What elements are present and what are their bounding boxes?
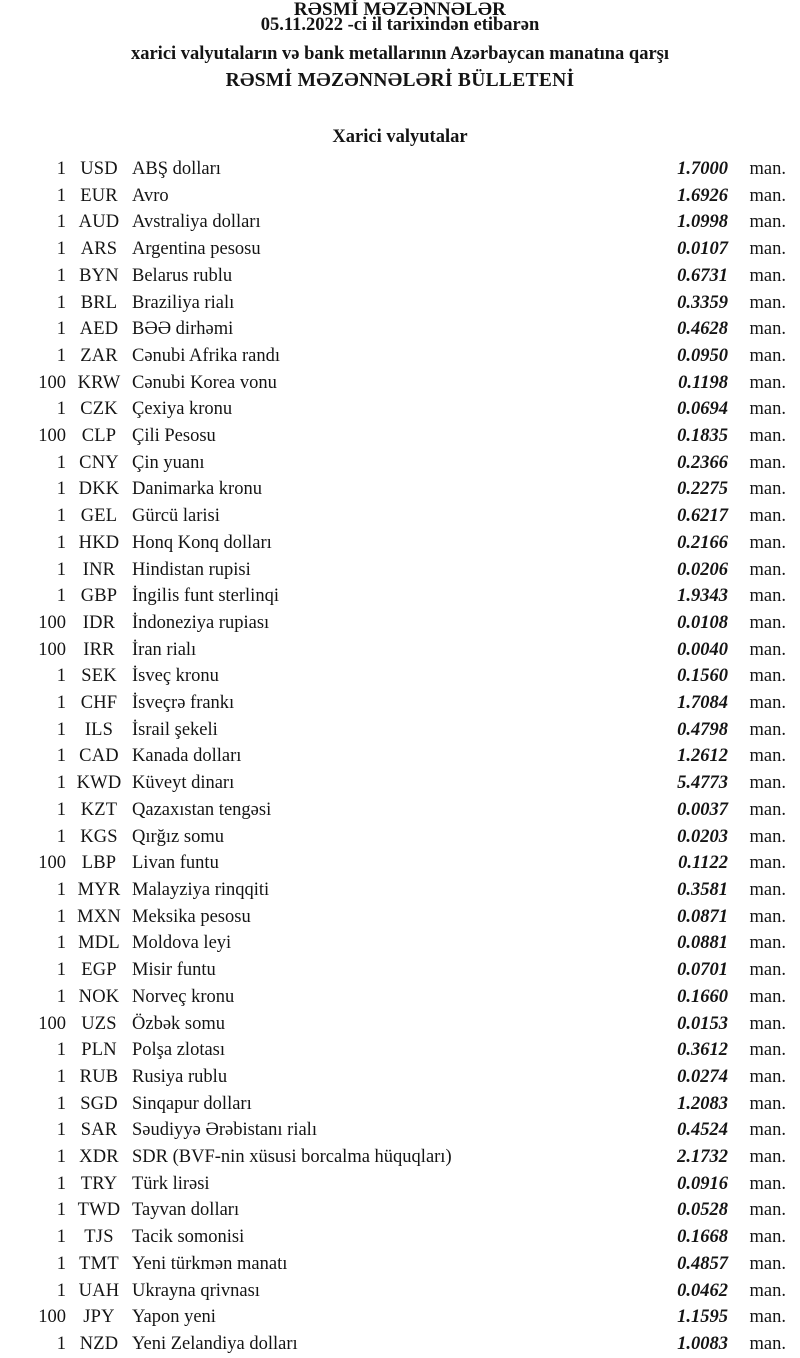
currency-unit: man. xyxy=(749,1066,786,1087)
currency-code: CAD xyxy=(79,746,119,767)
currency-rate: 0.2275 xyxy=(677,479,728,500)
table-row xyxy=(14,423,786,450)
currency-rate: 1.2083 xyxy=(677,1093,728,1114)
table-row xyxy=(14,1037,786,1064)
currency-code: SGD xyxy=(80,1093,118,1114)
table-row xyxy=(14,370,786,397)
currency-code: EUR xyxy=(80,185,118,206)
currency-name: Misir funtu xyxy=(132,960,216,981)
currency-unit: man. xyxy=(749,185,786,206)
currency-code: RUB xyxy=(79,1066,119,1087)
table-row xyxy=(14,743,786,770)
currency-quantity: 1 xyxy=(56,1333,66,1354)
currency-name: Yeni Zelandiya dolları xyxy=(132,1333,298,1354)
currency-code: DKK xyxy=(78,479,120,500)
currency-quantity: 1 xyxy=(56,1200,66,1221)
currency-quantity: 1 xyxy=(56,159,66,179)
currency-unit: man. xyxy=(749,426,786,447)
currency-name: İran rialı xyxy=(132,639,197,660)
currency-code: CLP xyxy=(81,426,117,447)
currency-code: INR xyxy=(82,559,116,580)
currency-unit: man. xyxy=(749,1120,786,1141)
currency-quantity: 100 xyxy=(38,372,66,393)
currency-quantity: 1 xyxy=(56,693,66,714)
table-row xyxy=(14,1011,786,1038)
currency-rates-body xyxy=(14,156,786,1358)
table-row xyxy=(14,877,786,904)
currency-name: Danimarka kronu xyxy=(132,479,262,500)
table-row xyxy=(14,530,786,557)
currency-quantity: 1 xyxy=(56,586,66,607)
currency-unit: man. xyxy=(749,479,786,500)
currency-unit: man. xyxy=(749,1307,786,1328)
currency-unit: man. xyxy=(749,853,786,874)
currency-code: UAH xyxy=(78,1280,120,1301)
currency-unit: man. xyxy=(749,239,786,260)
currency-quantity: 1 xyxy=(56,1066,66,1087)
currency-rate: 0.0881 xyxy=(677,933,728,954)
currency-quantity: 1 xyxy=(56,212,66,233)
currency-name: Cənubi Afrika randı xyxy=(132,345,280,366)
currency-quantity: 1 xyxy=(56,746,66,767)
currency-unit: man. xyxy=(749,1253,786,1274)
currency-rate: 0.3359 xyxy=(677,292,728,313)
table-row xyxy=(14,209,786,236)
currency-unit: man. xyxy=(749,773,786,794)
currency-rate: 0.2166 xyxy=(677,532,728,553)
currency-rate: 0.1660 xyxy=(677,986,728,1007)
currency-rates-table xyxy=(14,156,786,1358)
currency-code: CZK xyxy=(80,399,118,420)
currency-rate: 0.0203 xyxy=(677,826,728,847)
table-row xyxy=(14,290,786,317)
table-row xyxy=(14,957,786,984)
currency-unit: man. xyxy=(749,1227,786,1248)
table-row xyxy=(14,583,786,610)
currency-rate: 0.2366 xyxy=(677,452,728,473)
currency-code: MYR xyxy=(77,879,121,900)
currency-code: TRY xyxy=(80,1173,118,1194)
currency-unit: man. xyxy=(749,532,786,553)
currency-code: MXN xyxy=(77,906,121,927)
currency-name: Yapon yeni xyxy=(132,1307,216,1328)
document-header xyxy=(14,0,786,94)
currency-code: MDL xyxy=(78,933,120,954)
currency-unit: man. xyxy=(749,1200,786,1221)
table-row xyxy=(14,663,786,690)
currency-unit: man. xyxy=(749,1013,786,1034)
currency-unit: man. xyxy=(749,559,786,580)
currency-code: IRR xyxy=(83,639,115,660)
currency-quantity: 1 xyxy=(56,345,66,366)
currency-unit: man. xyxy=(749,506,786,527)
table-row xyxy=(14,476,786,503)
currency-unit: man. xyxy=(749,693,786,714)
currency-quantity: 1 xyxy=(56,452,66,473)
currency-unit: man. xyxy=(749,933,786,954)
currency-name: Hindistan rupisi xyxy=(132,559,251,580)
table-row xyxy=(14,503,786,530)
table-row xyxy=(14,770,786,797)
table-row xyxy=(14,1251,786,1278)
currency-name: Tayvan dolları xyxy=(132,1200,240,1221)
currency-rate: 0.0462 xyxy=(677,1280,728,1301)
currency-code: TWD xyxy=(77,1200,121,1221)
currency-quantity: 1 xyxy=(56,319,66,340)
currency-rate: 0.0108 xyxy=(677,612,728,633)
currency-unit: man. xyxy=(749,399,786,420)
currency-quantity: 100 xyxy=(38,639,66,660)
currency-name: ABŞ dolları xyxy=(132,159,221,179)
currency-unit: man. xyxy=(749,799,786,820)
currency-rate: 1.0998 xyxy=(677,212,728,233)
currency-code: ZAR xyxy=(80,345,118,366)
currency-code: TJS xyxy=(84,1227,114,1248)
currency-code: BYN xyxy=(79,265,119,286)
currency-unit: man. xyxy=(749,265,786,286)
currency-unit: man. xyxy=(749,612,786,633)
currency-name: Səudiyyə Ərəbistanı rialı xyxy=(132,1120,317,1141)
currency-rate: 0.1668 xyxy=(677,1227,728,1248)
currency-unit: man. xyxy=(749,1280,786,1301)
currency-unit: man. xyxy=(749,212,786,233)
currency-code: UZS xyxy=(81,1013,117,1034)
table-row xyxy=(14,1224,786,1251)
currency-name: Qırğız somu xyxy=(132,826,224,847)
currency-code: KGS xyxy=(80,826,118,847)
currency-rate: 0.0040 xyxy=(677,639,728,660)
table-row xyxy=(14,1064,786,1091)
currency-quantity: 1 xyxy=(56,666,66,687)
currency-quantity: 1 xyxy=(56,799,66,820)
currency-quantity: 1 xyxy=(56,719,66,740)
currency-quantity: 1 xyxy=(56,185,66,206)
currency-unit: man. xyxy=(749,586,786,607)
currency-quantity: 1 xyxy=(56,1040,66,1061)
currency-rate: 0.6731 xyxy=(677,265,728,286)
currency-rate: 0.1835 xyxy=(677,426,728,447)
currency-rate: 0.0701 xyxy=(677,960,728,981)
currency-rate: 5.4773 xyxy=(677,773,728,794)
currency-quantity: 1 xyxy=(56,1253,66,1274)
currency-unit: man. xyxy=(749,292,786,313)
table-row xyxy=(14,236,786,263)
currency-code: CHF xyxy=(80,693,118,714)
currency-rate: 0.1560 xyxy=(677,666,728,687)
currency-unit: man. xyxy=(749,906,786,927)
currency-quantity: 1 xyxy=(56,986,66,1007)
currency-code: BRL xyxy=(80,292,118,313)
currency-name: Kanada dolları xyxy=(132,746,242,767)
currency-code: JPY xyxy=(83,1307,115,1328)
currency-name: İsveç kronu xyxy=(132,666,219,687)
currency-code: AED xyxy=(79,319,119,340)
currency-unit: man. xyxy=(749,719,786,740)
currency-name: SDR (BVF-nin xüsusi borcalma hüquqları) xyxy=(132,1147,452,1168)
currency-rate: 0.1198 xyxy=(678,372,728,393)
currency-rate: 0.0528 xyxy=(677,1200,728,1221)
currency-code: SEK xyxy=(81,666,117,687)
currency-rate: 0.0916 xyxy=(677,1173,728,1194)
currency-rate: 2.1732 xyxy=(677,1147,728,1168)
currency-unit: man. xyxy=(749,345,786,366)
table-row xyxy=(14,930,786,957)
table-row xyxy=(14,797,786,824)
currency-unit: man. xyxy=(749,1333,786,1354)
currency-name: Qazaxıstan tengəsi xyxy=(132,799,272,820)
currency-code: GBP xyxy=(80,586,118,607)
currency-quantity: 1 xyxy=(56,479,66,500)
currency-code: HKD xyxy=(78,532,120,553)
currency-name: Avstraliya dolları xyxy=(132,212,261,233)
currency-quantity: 1 xyxy=(56,532,66,553)
currency-unit: man. xyxy=(749,960,786,981)
currency-rate: 0.0037 xyxy=(677,799,728,820)
currency-name: İsveçrə frankı xyxy=(132,693,235,714)
table-row xyxy=(14,637,786,664)
currency-code: GEL xyxy=(80,506,118,527)
currency-unit: man. xyxy=(749,1173,786,1194)
currency-code: IDR xyxy=(82,612,116,633)
currency-unit: man. xyxy=(749,319,786,340)
currency-rate: 1.0083 xyxy=(677,1333,728,1354)
currency-quantity: 1 xyxy=(56,879,66,900)
currency-code: ILS xyxy=(84,719,114,740)
currency-name: Özbək somu xyxy=(132,1013,225,1034)
currency-rate: 1.6926 xyxy=(677,185,728,206)
currency-unit: man. xyxy=(749,372,786,393)
currency-name: Tacik somonisi xyxy=(132,1227,245,1248)
currency-quantity: 100 xyxy=(38,1307,66,1328)
currency-code: KRW xyxy=(77,372,121,393)
currency-name: Belarus rublu xyxy=(132,265,233,286)
table-row xyxy=(14,1144,786,1171)
currency-code: ARS xyxy=(80,239,118,260)
currency-name: Sinqapur dolları xyxy=(132,1093,252,1114)
currency-rate: 1.1595 xyxy=(677,1307,728,1328)
currency-rate: 0.3581 xyxy=(677,879,728,900)
currency-unit: man. xyxy=(749,639,786,660)
currency-name: Küveyt dinarı xyxy=(132,773,235,794)
currency-code: NOK xyxy=(78,986,120,1007)
currency-name: İngilis funt sterlinqi xyxy=(132,586,279,607)
currency-code: AUD xyxy=(78,212,120,233)
table-row xyxy=(14,610,786,637)
currency-quantity: 1 xyxy=(56,399,66,420)
currency-name: Livan funtu xyxy=(132,853,219,874)
currency-code: TMT xyxy=(79,1253,119,1274)
currency-rate: 1.7000 xyxy=(677,159,728,179)
currency-name: Honq Konq dolları xyxy=(132,532,272,553)
currency-name: Yeni türkmən manatı xyxy=(132,1253,288,1274)
currency-unit: man. xyxy=(749,666,786,687)
currency-quantity: 1 xyxy=(56,906,66,927)
currency-name: Çexiya kronu xyxy=(132,399,233,420)
table-row xyxy=(14,183,786,210)
currency-unit: man. xyxy=(749,159,786,179)
currency-unit: man. xyxy=(749,986,786,1007)
currency-unit: man. xyxy=(749,1093,786,1114)
table-row xyxy=(14,1117,786,1144)
table-row xyxy=(14,690,786,717)
currency-name: Cənubi Korea vonu xyxy=(132,372,277,393)
currency-rate: 0.0871 xyxy=(677,906,728,927)
table-row xyxy=(14,1197,786,1224)
currency-name: BƏƏ dirhəmi xyxy=(132,319,234,340)
table-row xyxy=(14,450,786,477)
table-row xyxy=(14,316,786,343)
currency-code: NZD xyxy=(79,1333,119,1354)
currency-code: EGP xyxy=(81,960,117,981)
currency-name: Polşa zlotası xyxy=(132,1040,226,1061)
currency-rate: 0.3612 xyxy=(677,1040,728,1061)
currency-name: Çin yuanı xyxy=(132,452,205,473)
currency-rate: 1.7084 xyxy=(677,693,728,714)
currency-rate: 1.2612 xyxy=(677,746,728,767)
currency-rate: 0.0274 xyxy=(677,1066,728,1087)
currency-name: Çili Pesosu xyxy=(132,426,216,447)
currency-quantity: 1 xyxy=(56,960,66,981)
currency-name: Braziliya rialı xyxy=(132,292,235,313)
table-row xyxy=(14,1278,786,1305)
currency-quantity: 1 xyxy=(56,1227,66,1248)
currency-quantity: 1 xyxy=(56,559,66,580)
currency-code: LBP xyxy=(81,853,117,874)
currency-code: USD xyxy=(80,159,118,179)
header-date-line: 05.11.2022 -ci il tarixindən etibarən xyxy=(260,15,540,35)
currency-code: CNY xyxy=(79,452,119,473)
currency-name: İndoneziya rupiası xyxy=(132,612,270,633)
currency-code: KZT xyxy=(80,799,118,820)
table-row xyxy=(14,1331,786,1358)
currency-quantity: 1 xyxy=(56,1280,66,1301)
currency-unit: man. xyxy=(749,746,786,767)
currency-name: Meksika pesosu xyxy=(132,906,251,927)
header-clipped-line: RƏSMİ MƏZƏNNƏLƏR xyxy=(293,0,507,20)
table-row xyxy=(14,824,786,851)
currency-quantity: 1 xyxy=(56,1093,66,1114)
currency-code: XDR xyxy=(79,1147,119,1168)
currency-unit: man. xyxy=(749,826,786,847)
currency-code: PLN xyxy=(81,1040,117,1061)
currency-code: SAR xyxy=(80,1120,118,1141)
currency-name: Moldova leyi xyxy=(132,933,232,954)
currency-quantity: 1 xyxy=(56,933,66,954)
table-row xyxy=(14,156,786,183)
currency-unit: man. xyxy=(749,879,786,900)
table-row xyxy=(14,396,786,423)
table-row xyxy=(14,717,786,744)
currency-unit: man. xyxy=(749,1147,786,1168)
currency-quantity: 1 xyxy=(56,773,66,794)
currency-quantity: 100 xyxy=(38,426,66,447)
currency-rate: 0.4524 xyxy=(677,1120,728,1141)
currency-name: Türk lirəsi xyxy=(132,1173,210,1194)
currency-quantity: 1 xyxy=(56,292,66,313)
currency-quantity: 1 xyxy=(56,1173,66,1194)
currency-unit: man. xyxy=(749,1040,786,1061)
currency-name: Argentina pesosu xyxy=(132,239,261,260)
currency-rate: 1.9343 xyxy=(677,586,728,607)
currency-rate: 0.1122 xyxy=(678,853,728,874)
currency-rate: 0.0950 xyxy=(677,345,728,366)
table-row xyxy=(14,343,786,370)
currency-quantity: 1 xyxy=(56,1120,66,1141)
table-row xyxy=(14,557,786,584)
currency-quantity: 1 xyxy=(56,239,66,260)
currency-rate: 0.0694 xyxy=(677,399,728,420)
table-row xyxy=(14,904,786,931)
currency-quantity: 100 xyxy=(38,1013,66,1034)
currency-rate: 0.4628 xyxy=(677,319,728,340)
table-row xyxy=(14,984,786,1011)
currency-rate: 0.6217 xyxy=(677,506,728,527)
currency-rate: 0.0107 xyxy=(677,239,728,260)
currency-rate: 0.0153 xyxy=(677,1013,728,1034)
header-subtitle-line: xarici valyutaların və bank metallarının Azərbaycan manatına qarşı xyxy=(130,44,670,64)
currency-rate: 0.4798 xyxy=(677,719,728,740)
currency-code: KWD xyxy=(76,773,122,794)
currency-name: Rusiya rublu xyxy=(132,1066,228,1087)
section-title: Xarici valyutalar xyxy=(332,127,468,147)
currency-quantity: 100 xyxy=(38,853,66,874)
currency-rate: 0.4857 xyxy=(677,1253,728,1274)
currency-quantity: 1 xyxy=(56,265,66,286)
table-row xyxy=(14,1171,786,1198)
currency-quantity: 100 xyxy=(38,612,66,633)
table-row xyxy=(14,263,786,290)
currency-quantity: 1 xyxy=(56,506,66,527)
currency-name: Ukrayna qrivnası xyxy=(132,1280,260,1301)
currency-quantity: 1 xyxy=(56,826,66,847)
currency-name: Norveç kronu xyxy=(132,986,235,1007)
table-row xyxy=(14,850,786,877)
table-row xyxy=(14,1304,786,1331)
header-title-line: RƏSMİ MƏZƏNNƏLƏRİ BÜLLETENİ xyxy=(225,70,575,91)
currency-name: Avro xyxy=(132,185,169,206)
currency-name: Malayziya rinqqiti xyxy=(132,879,270,900)
currency-name: Gürcü larisi xyxy=(132,506,220,527)
currency-unit: man. xyxy=(749,452,786,473)
table-row xyxy=(14,1091,786,1118)
currency-name: İsrail şekeli xyxy=(132,719,218,740)
currency-rate: 0.0206 xyxy=(677,559,728,580)
currency-quantity: 1 xyxy=(56,1147,66,1168)
